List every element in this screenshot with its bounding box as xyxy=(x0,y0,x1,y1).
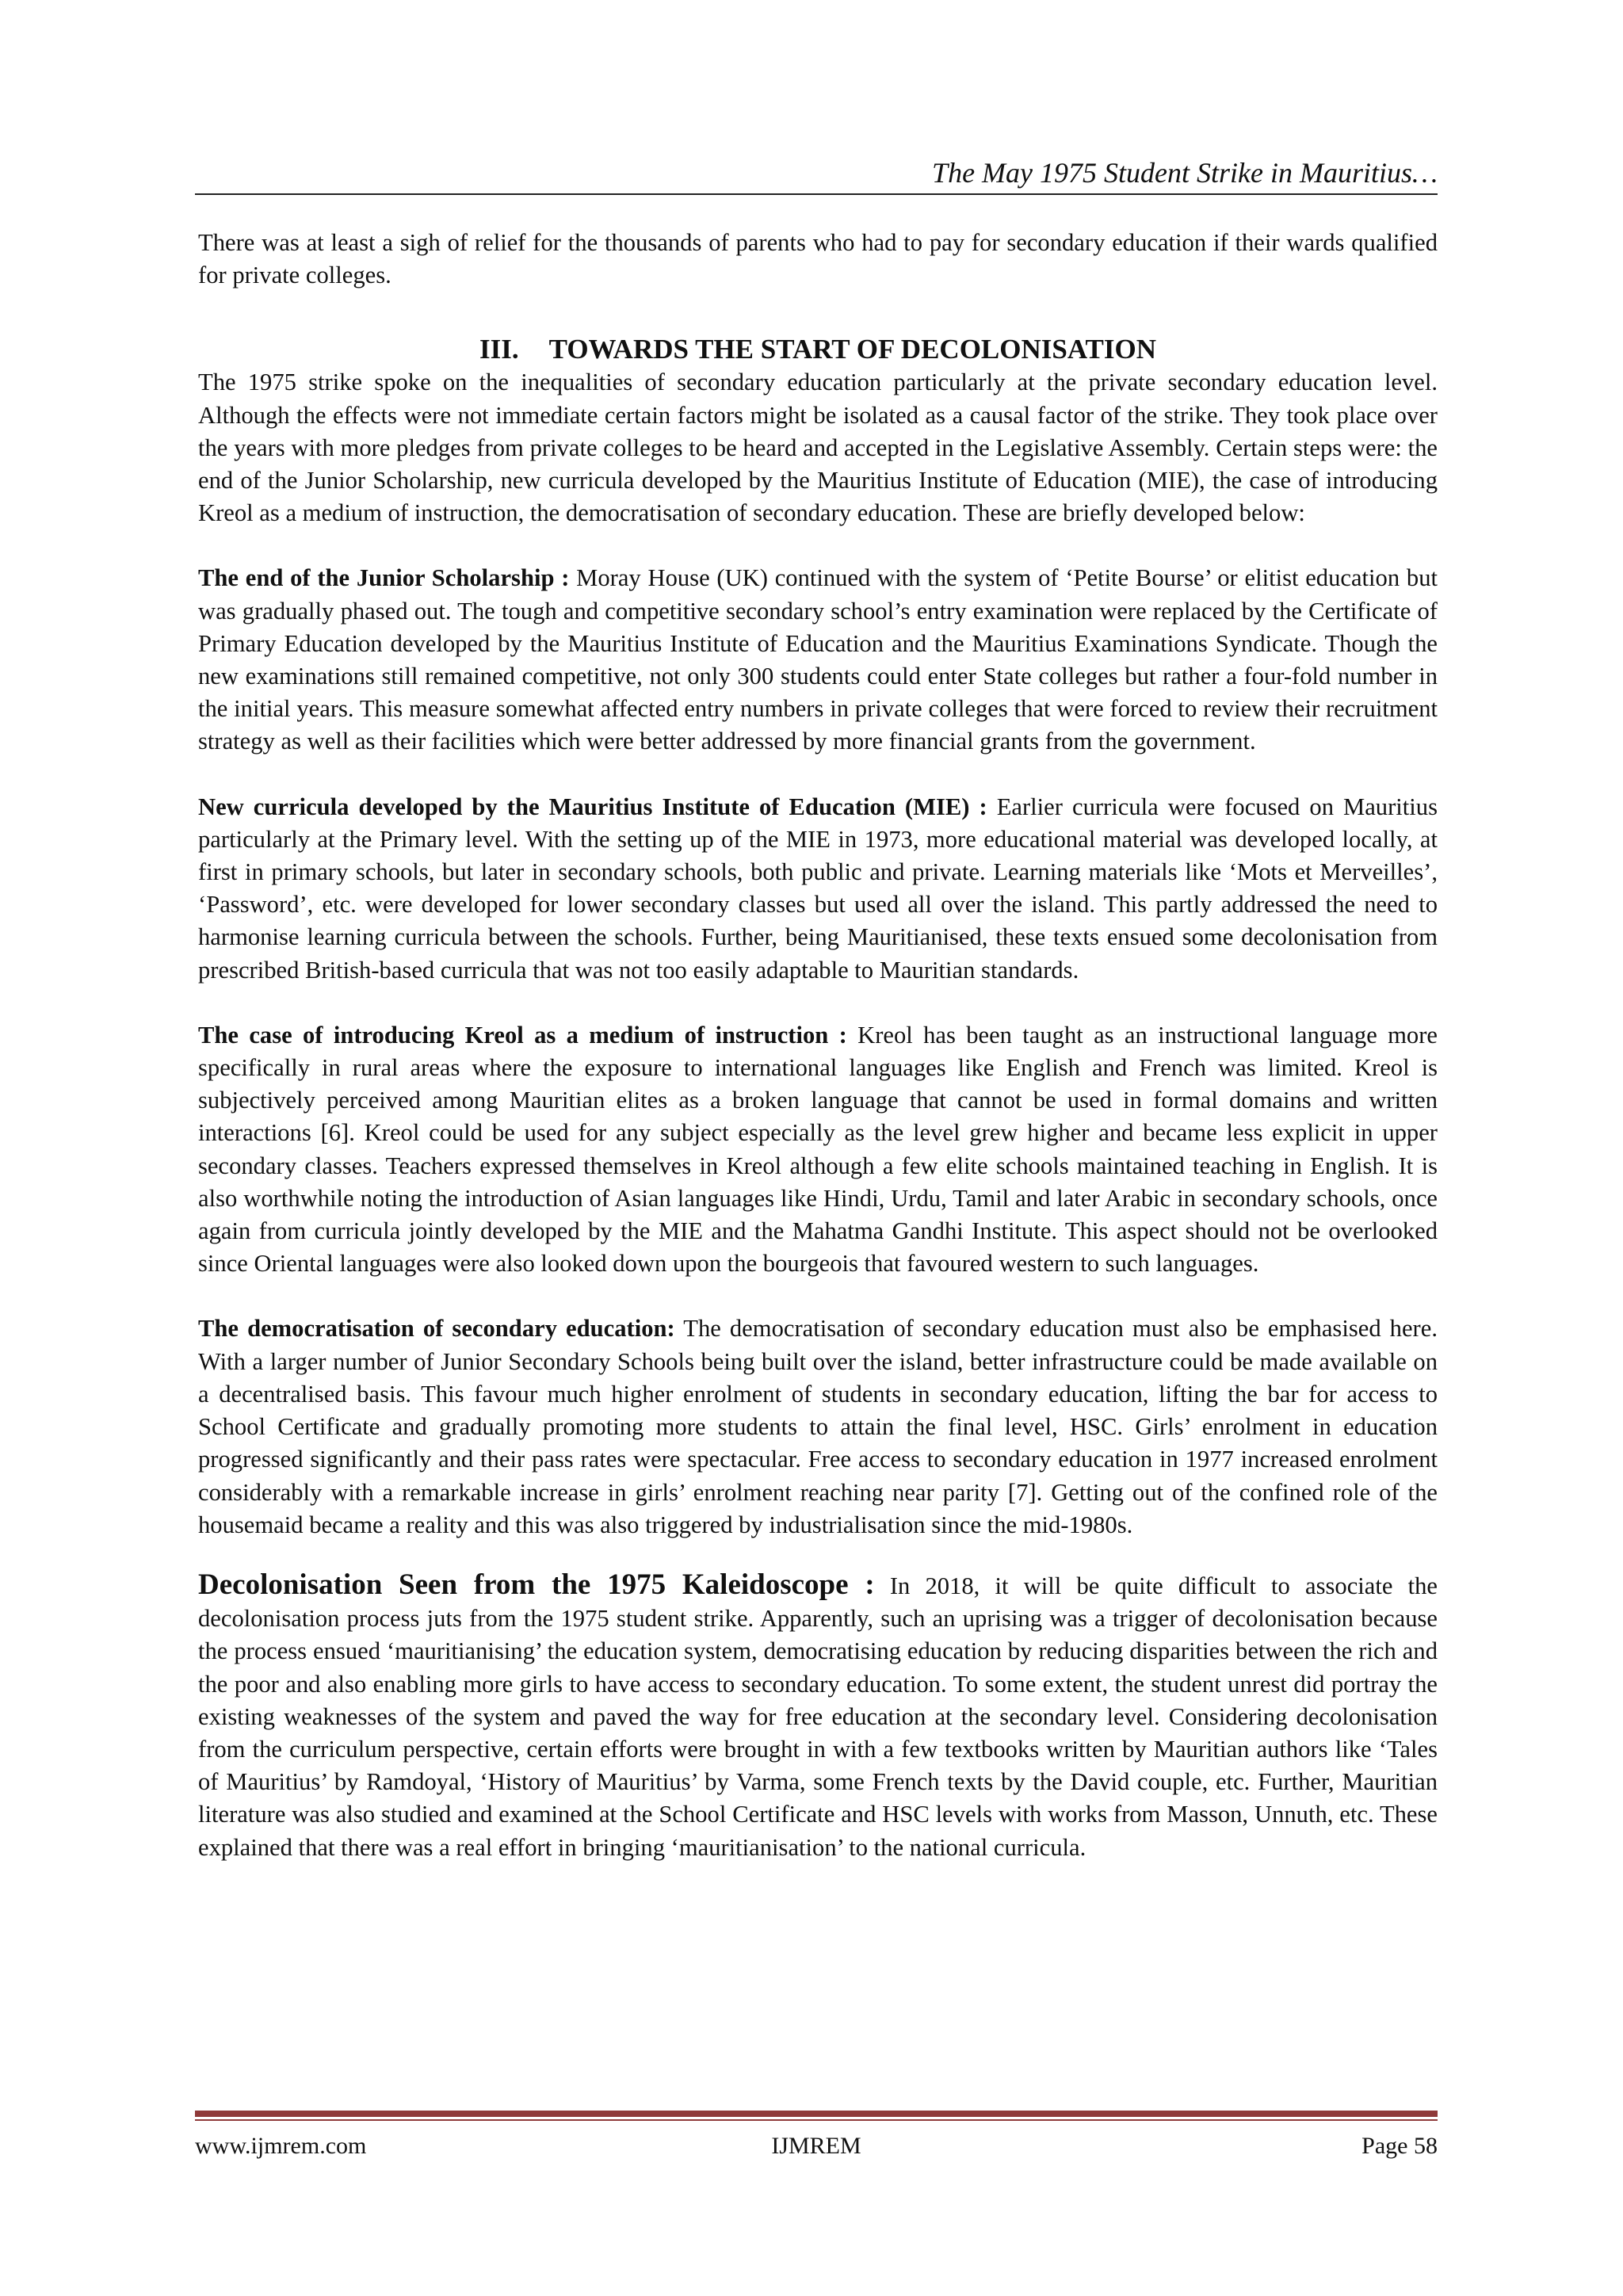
section-number: III. xyxy=(479,334,519,365)
paragraph-text: Kreol has been taught as an instructional language more specifically in rural areas where the exposure to international languages like English and French was limited. Kreol is subjectively perceived among Mauritian elites as a broken language that cannot be used in formal domains and written interactions [6]. Kreol could be used for any subject especially as the level grew higher and became less explicit in upper secondary classes. Teachers expressed themselves in Kreol although a few elite schools maintained teaching in English. It is also worthwhile noting the introduction of Asian languages like Hindi, Urdu, Tamil and later Arabic in secondary schools, once again from curricula jointly developed by the MIE and the Mahatma Gandhi Institute. This aspect should not be overlooked since Oriental languages were also looked down upon the bourgeois that favoured western to such languages. xyxy=(198,1021,1438,1278)
body-text xyxy=(198,227,1438,1864)
paragraph-lead: New curricula developed by the Mauritius Institute of Education (MIE) : xyxy=(198,793,987,820)
paragraph-lead: The democratisation of secondary education: xyxy=(198,1315,675,1343)
paragraph-kreol xyxy=(198,1019,1438,1281)
footer-rule-thin xyxy=(195,2119,1438,2121)
paragraph-text: In 2018, it will be quite difficult to associate the decolonisation process juts from the 1975 student strike. Apparently, such an uprising was a trigger of decolonisation because the process ensued ‘mauritianising’ the education system, democratising education by reducing disparities between the rich and the poor and also enabling more girls to have access to secondary education. To some extent, the student unrest did portray the existing weaknesses of the system and paved the way for free education at the secondary level. Considering decolonisation from the curriculum perspective, certain efforts were brought in with a few textbooks written by Mauritian authors like ‘Tales of Mauritius’ by Ramdoyal, ‘History of Mauritius’ by Varma, some French texts by the David couple, etc. Further, Mauritian literature was also studied and examined at the School Certificate and HSC levels with works from Masson, Unnuth, etc. These explained that there was a real effort in bringing ‘mauritianisation’ to the national curricula. xyxy=(198,1572,1438,1861)
paragraph-text: Moray House (UK) continued with the system of ‘Petite Bourse’ or elitist education but was gradually phased out. The tough and competitive secondary school’s entry examination were replaced by the Certificate of Primary Education developed by the Mauritius Institute of Education and the Mauritius Examinations Syndicate. Though the new examinations still remained competitive, not only 300 students could enter State colleges but rather a four-fold number in the initial years. This measure somewhat affected entry numbers in private colleges that were forced to review their recruitment strategy as well as their facilities which were better addressed by more financial grants from the government. xyxy=(198,564,1438,755)
section-opening-paragraph: The 1975 strike spoke on the inequalities of secondary education particularly at the private secondary education level. Although the effects were not immediate certain factors might be isolated as a causal factor of the strike. They took place over the years with more pledges from private colleges to be heard and accepted in the Legislative Assembly. Certain steps were: the end of the Junior Scholarship, new curricula developed by the Mauritius Institute of Education (MIE), the case of introducing Kreol as a medium of instruction, the democratisation of secondary education. These are briefly developed below: xyxy=(198,369,1438,527)
paragraph-new-curricula xyxy=(198,791,1438,987)
paragraph-text: The democratisation of secondary education must also be emphasised here. With a larger number of Junior Secondary Schools being built over the island, better infrastructure could be made available on a decentralised basis. This favour much higher enrolment of students in secondary education, lifting the bar for access to School Certificate and gradually promoting more students to attain the final level, HSC. Girls’ enrolment in education progressed significantly and their pass rates were spectacular. Free access to secondary education in 1977 increased enrolment considerably with a remarkable increase in girls’ enrolment reaching near parity [7]. Getting out of the confined role of the housemaid became a reality and this was also triggered by industrialisation since the mid-1980s. xyxy=(198,1315,1438,1538)
paragraph-kaleidoscope xyxy=(198,1568,1438,1864)
paragraph-lead: The case of introducing Kreol as a medium of instruction : xyxy=(198,1021,847,1049)
footer-page-number: Page 58 xyxy=(1361,2133,1438,2159)
section-heading xyxy=(198,333,1438,366)
page-footer xyxy=(195,2130,1438,2162)
paragraph-text: Earlier curricula were focused on Mauritius particularly at the Primary level. With the setting up of the MIE in 1973, more educational material was developed locally, at first in primary schools, but later in secondary schools, both public and private. Learning materials like ‘Mots et Merveilles’, ‘Password’, etc. were developed for lower secondary classes but used all over the island. This partly addressed the need to harmonise learning curricula between the schools. Further, being Mauritianised, these texts ensued some decolonisation from prescribed British-based curricula that was not too easily adaptable to Mauritian standards. xyxy=(198,793,1438,984)
paragraph-democratisation xyxy=(198,1312,1438,1541)
footer-rule-thick xyxy=(195,2111,1438,2117)
paragraph-junior-scholarship xyxy=(198,562,1438,758)
section-title: TOWARDS THE START OF DECOLONISATION xyxy=(548,334,1156,365)
footer-journal: IJMREM xyxy=(771,2133,861,2159)
paragraph-lead: The end of the Junior Scholarship : xyxy=(198,564,570,592)
footer-website: www.ijmrem.com xyxy=(195,2133,367,2159)
paragraph-lead: Decolonisation Seen from the 1975 Kaleidoscope : xyxy=(198,1568,875,1601)
running-header: The May 1975 Student Strike in Mauritius… xyxy=(932,157,1438,189)
header-rule xyxy=(195,193,1438,195)
intro-paragraph: There was at least a sigh of relief for the thousands of parents who had to pay for secondary education if their wards qualified for private colleges. xyxy=(198,229,1438,289)
